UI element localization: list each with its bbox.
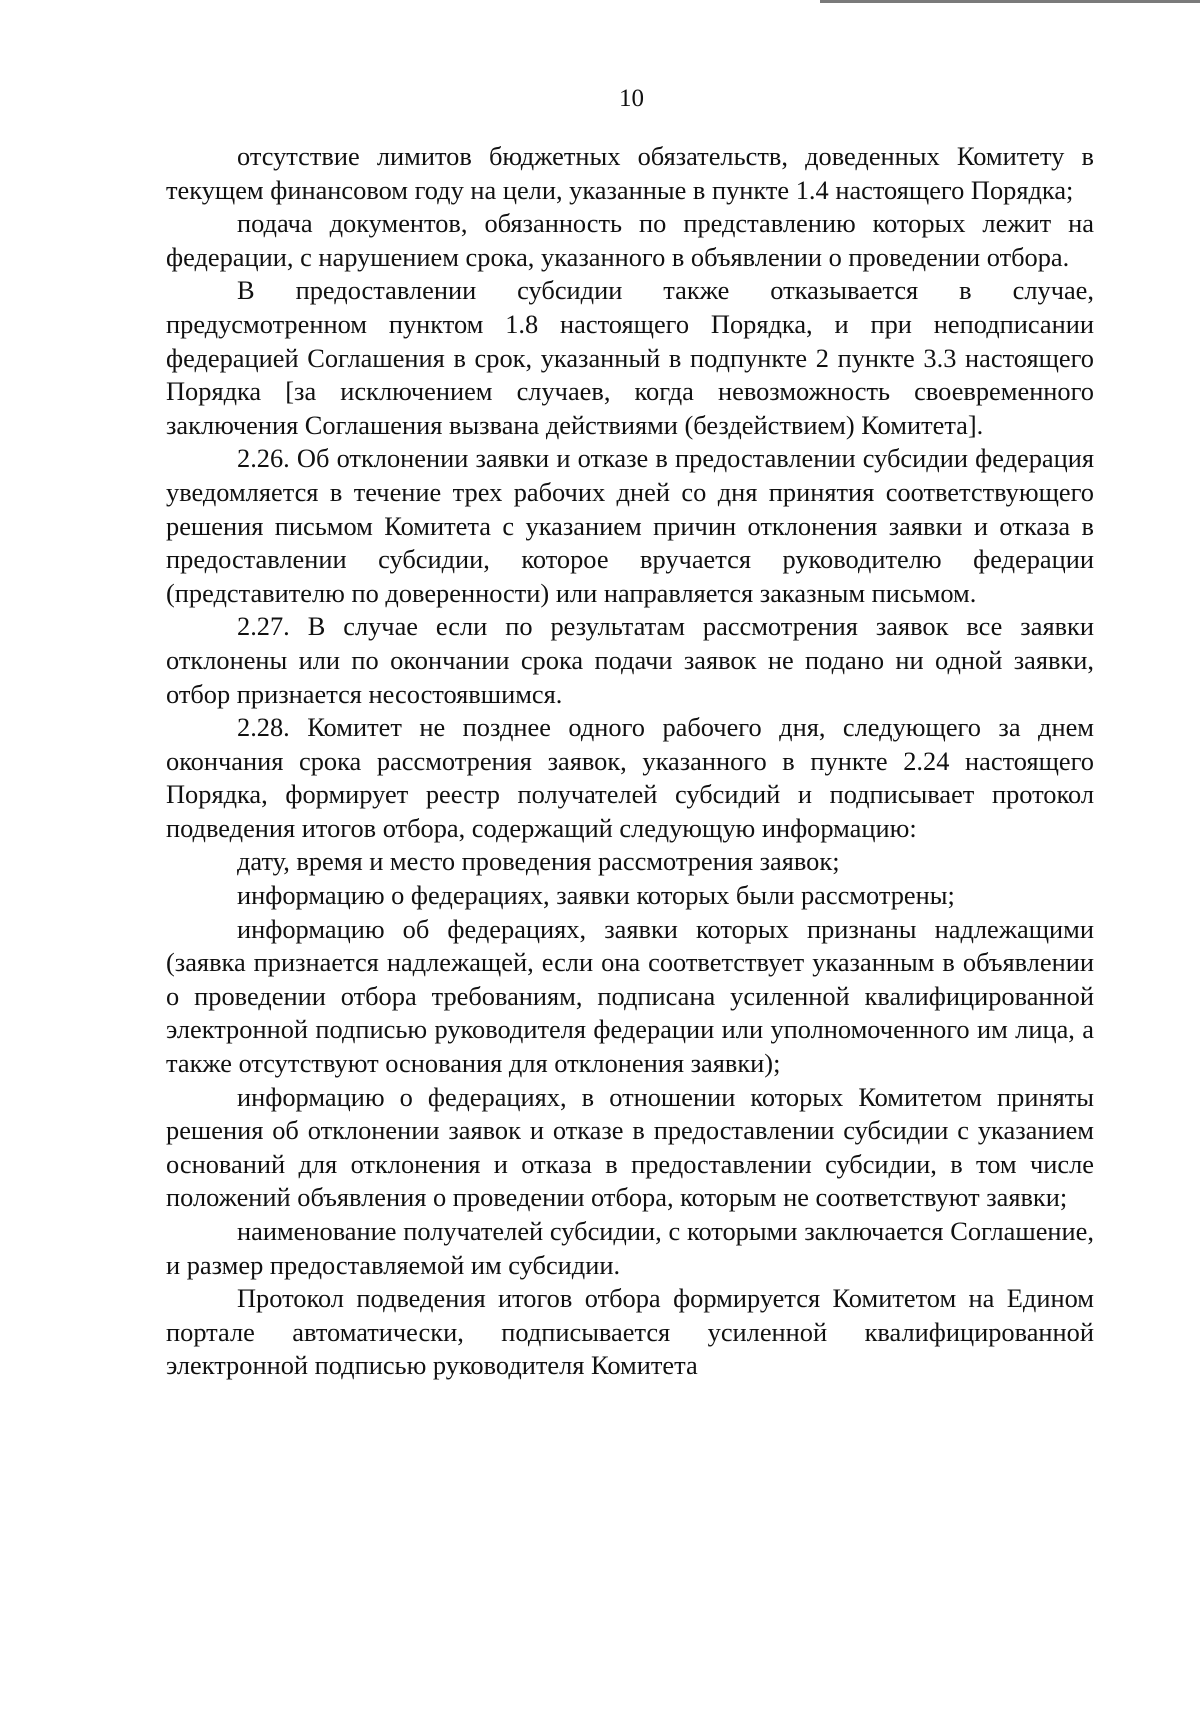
- list-item-recipients: наименование получателей субсидии, с которыми заключается Соглашение, и размер предоставляемой им субсидии.: [166, 1216, 1094, 1280]
- list-item-reviewed-federations: информацию о федерациях, заявки которых были рассмотрены;: [237, 880, 955, 911]
- list-item-date-time-place: дату, время и место проведения рассмотрения заявок;: [237, 846, 840, 877]
- paragraph-2-26: 2.26. Об отклонении заявки и отказе в предоставлении субсидии федерация уведомляется в течение трех рабочих дней со дня принятия соответствующего решения письмом Комитета с указанием причин отклонения заявки и отказа в предоставлении субсидии, которое вручается руководителю федерации (представителю по доверенности) или направляется заказным письмом.: [166, 443, 1094, 608]
- paragraph-refusal-cases: В предоставлении субсидии также отказывается в случае, предусмотренном пунктом 1.8 настоящего Порядка, и при неподписании федерацией Соглашения в срок, указанный в подпункте 2 пункте 3.3 настоящего Порядка [за исключением случаев, когда невозможность своевременного заключения Соглашения вызвана действиями (бездействием) Комитета].: [166, 275, 1094, 440]
- top-edge-rule: [820, 0, 1200, 3]
- paragraph-late-submission: подача документов, обязанность по представлению которых лежит на федерации, с нарушением срока, указанного в объявлении о проведении отбора.: [166, 208, 1094, 272]
- list-item-rejected-applications: информацию о федерациях, в отношении которых Комитетом приняты решения об отклонении заявок и отказе в предоставлении субсидии с указанием оснований для отклонения и отказа в предоставлении субсидии, в том числе положений объявления о проведении отбора, которым не соответствуют заявки;: [166, 1081, 1094, 1213]
- paragraph-protocol: Протокол подведения итогов отбора формируется Комитетом на Едином портале автоматически, подписывается усиленной квалифицированной электронной подписью руководителя Комитета: [166, 1283, 1094, 1381]
- document-body: [166, 140, 1094, 1383]
- paragraph-2-27: 2.27. В случае если по результатам рассмотрения заявок все заявки отклонены или по окончании срока подачи заявок не подано ни одной заявки, отбор признается несостоявшимся.: [166, 611, 1094, 709]
- list-item-proper-applications: информацию об федерациях, заявки которых признаны надлежащими (заявка признается надлежащей, если она соответствует указанным в объявлении о проведении отбора требованиям, подписана усиленной квалифицированной электронной подписью руководителя федерации или уполномоченного им лица, а также отсутствуют основания для отклонения заявки);: [166, 913, 1094, 1079]
- paragraph-2-28: 2.28. Комитет не позднее одного рабочего дня, следующего за днем окончания срока рассмотрения заявок, указанного в пункте 2.24 настоящего Порядка, формирует реестр получателей субсидий и подписывает протокол подведения итогов отбора, содержащий следующую информацию:: [166, 712, 1094, 843]
- paragraph-no-budget-limits: отсутствие лимитов бюджетных обязательств, доведенных Комитету в текущем финансовом году на цели, указанные в пункте 1.4 настоящего Порядка;: [166, 141, 1094, 205]
- page-number: 10: [619, 85, 644, 112]
